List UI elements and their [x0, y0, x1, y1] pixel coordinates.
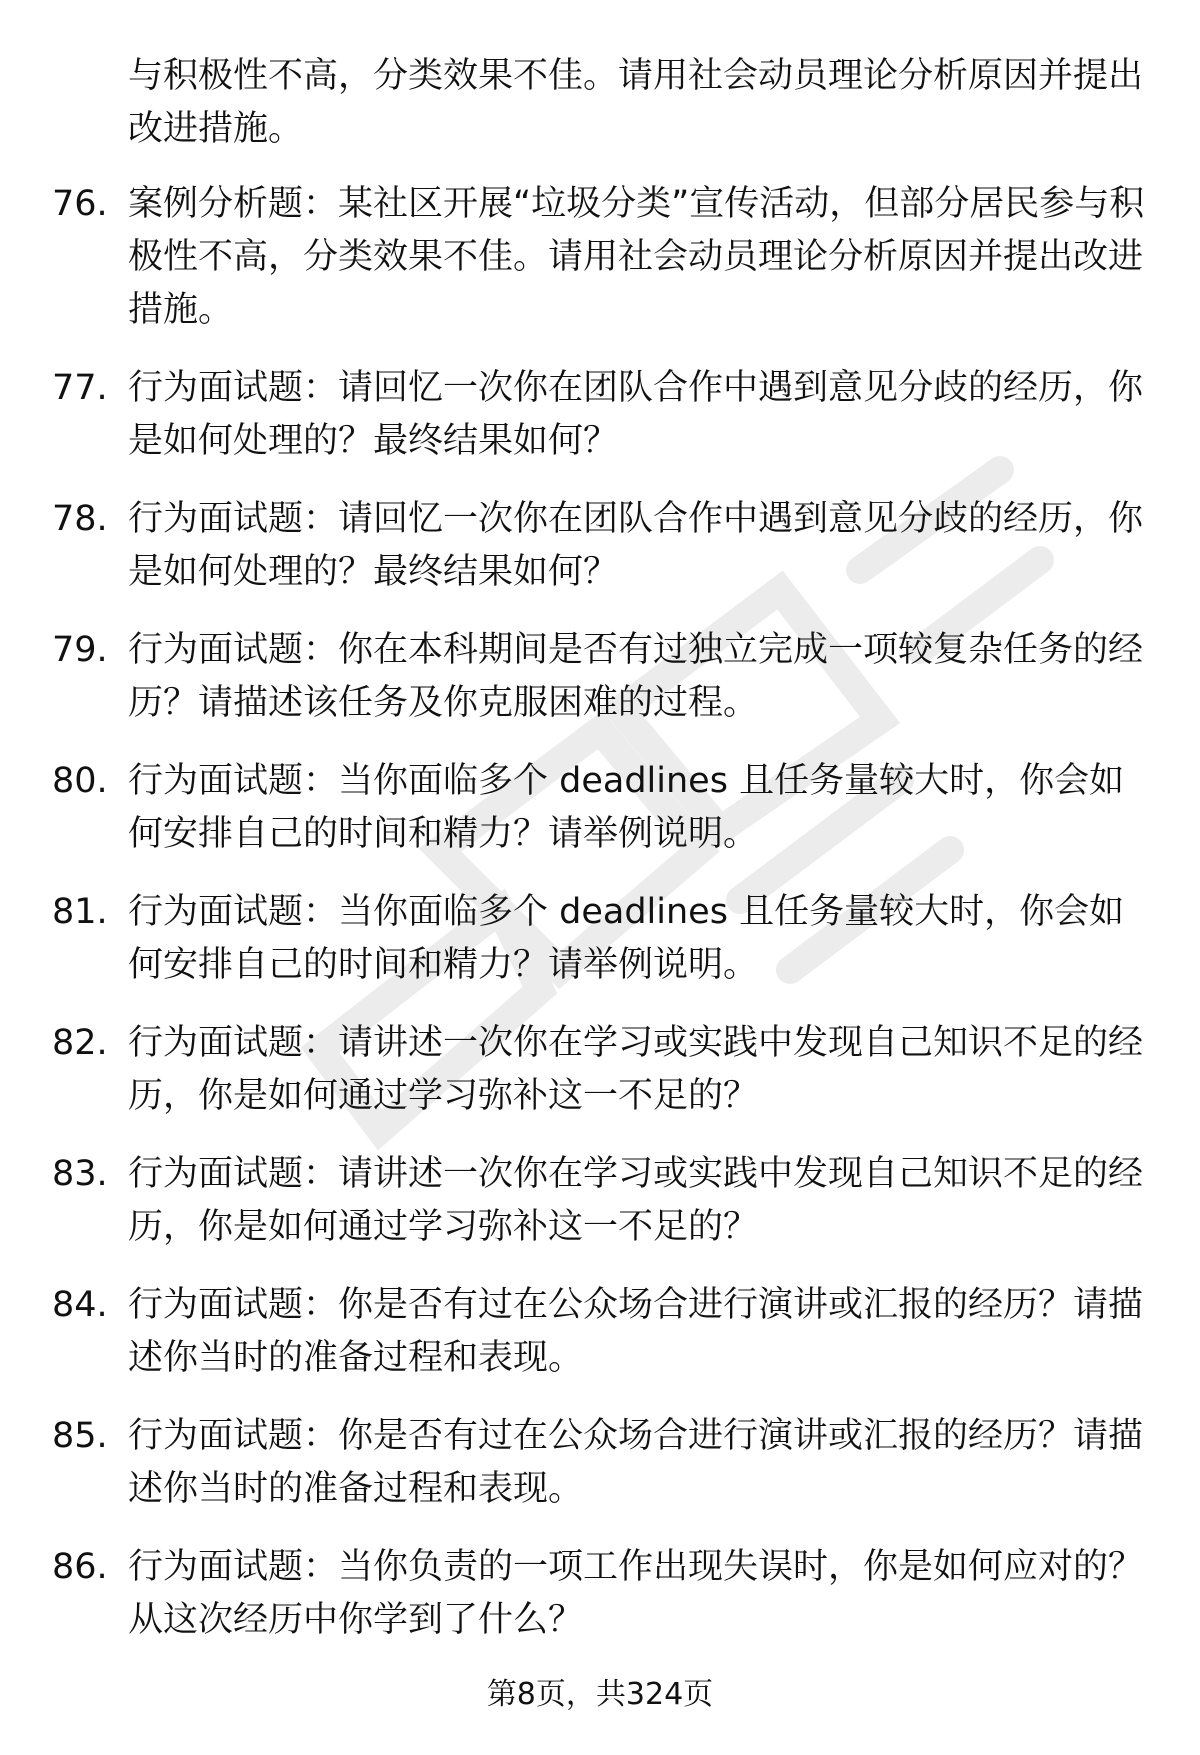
item-number: 76.	[52, 184, 108, 224]
list-item	[0, 755, 1200, 861]
list-item	[0, 624, 1200, 730]
list-item	[0, 1148, 1200, 1254]
item-text: 行为面试题：请讲述一次你在学习或实践中发现自己知识不足的经历，你是如何通过学习弥补这一不足的？	[128, 1023, 1144, 1116]
item-text: 行为面试题：请回忆一次你在团队合作中遇到意见分歧的经历，你是如何处理的？最终结果如何？	[128, 368, 1144, 461]
item-number: 81.	[52, 892, 108, 932]
list-item	[0, 362, 1200, 468]
item-text: 行为面试题：你是否有过在公众场合进行演讲或汇报的经历？请描述你当时的准备过程和表现。	[128, 1285, 1144, 1378]
item-number: 84.	[52, 1285, 108, 1325]
item-number: 85.	[52, 1416, 108, 1456]
list-item	[0, 178, 1200, 337]
item-number: 80.	[52, 761, 108, 801]
item-number: 82.	[52, 1023, 108, 1063]
item-text: 行为面试题：当你面临多个 deadlines 且任务量较大时，你会如何安排自己的时间和精力？请举例说明。	[128, 761, 1125, 854]
item-text: 案例分析题：某社区开展“垃圾分类”宣传活动，但部分居民参与积极性不高，分类效果不佳。请用社会动员理论分析原因并提出改进措施。	[128, 184, 1145, 330]
item-text: 行为面试题：你是否有过在公众场合进行演讲或汇报的经历？请描述你当时的准备过程和表现。	[128, 1416, 1144, 1509]
list-item	[0, 1017, 1200, 1123]
list-item	[0, 493, 1200, 599]
item-text: 行为面试题：当你负责的一项工作出现失误时，你是如何应对的？从这次经历中你学到了什么？	[128, 1547, 1144, 1640]
list-item	[0, 1410, 1200, 1516]
item-text: 行为面试题：请回忆一次你在团队合作中遇到意见分歧的经历，你是如何处理的？最终结果如何？	[128, 499, 1144, 592]
list-item	[0, 886, 1200, 992]
item-number: 86.	[52, 1547, 108, 1587]
item-number: 78.	[52, 499, 108, 539]
item-number: 77.	[52, 368, 108, 408]
item-text: 行为面试题：请讲述一次你在学习或实践中发现自己知识不足的经历，你是如何通过学习弥补这一不足的？	[128, 1154, 1144, 1247]
list-item	[0, 1541, 1200, 1647]
item-text: 行为面试题：你在本科期间是否有过独立完成一项较复杂任务的经历？请描述该任务及你克服困难的过程。	[128, 630, 1144, 723]
continuation-text: 与积极性不高，分类效果不佳。请用社会动员理论分析原因并提出改进措施。	[128, 56, 1144, 149]
item-number: 79.	[52, 630, 108, 670]
item-number: 83.	[52, 1154, 108, 1194]
page-footer: 第8页，共324页	[486, 1677, 714, 1712]
item-text: 行为面试题：当你面临多个 deadlines 且任务量较大时，你会如何安排自己的时间和精力？请举例说明。	[128, 892, 1125, 985]
list-item	[0, 1279, 1200, 1385]
question-list	[0, 178, 1200, 1672]
